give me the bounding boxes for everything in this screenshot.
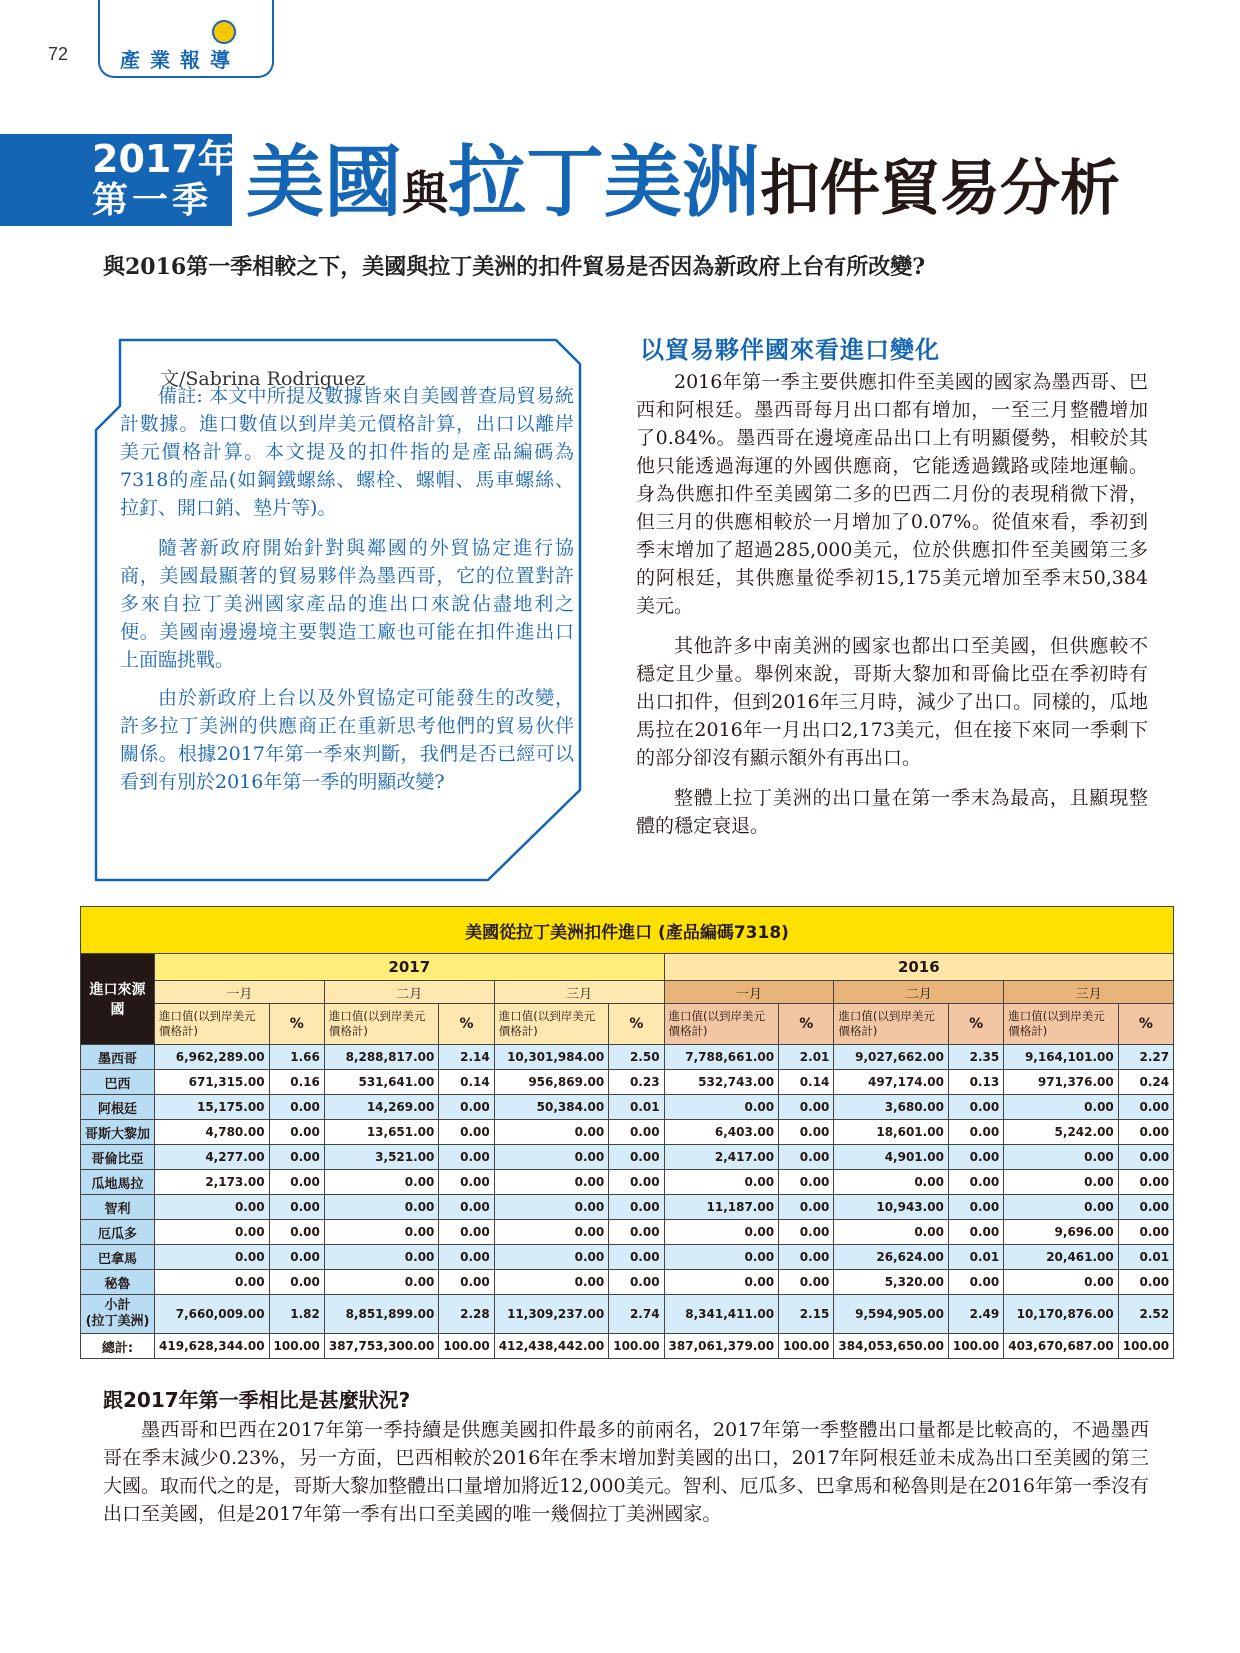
month-header: 二月 bbox=[324, 981, 494, 1004]
section-heading: 以貿易夥伴國來看進口變化 bbox=[640, 336, 940, 364]
value-cell: 50,384.00 bbox=[494, 1095, 609, 1120]
year-2017-header: 2017 bbox=[155, 954, 665, 981]
country-cell: 阿根廷 bbox=[81, 1095, 155, 1120]
country-cell: 巴拿馬 bbox=[81, 1245, 155, 1270]
table-title: 美國從拉丁美洲扣件進口 (產品編碼7318) bbox=[81, 907, 1174, 954]
table-row bbox=[81, 1170, 1174, 1195]
intro-paragraph-2: 由於新政府上台以及外貿協定可能發生的改變，許多拉丁美洲的供應商正在重新思考他們的貿易伙伴關係。根據2017年第一季來判斷，我們是否已經可以看到有別於2016年第一季的明顯改變? bbox=[120, 687, 574, 793]
country-cell: 哥倫比亞 bbox=[81, 1145, 155, 1170]
subtotal-label: 小計 bbox=[104, 1298, 131, 1313]
percent-cell: 0.00 bbox=[948, 1120, 1003, 1145]
title-part-usa: 美國 bbox=[246, 138, 403, 228]
value-cell: 6,403.00 bbox=[664, 1120, 779, 1145]
value-cell: 0.00 bbox=[324, 1220, 439, 1245]
percent-cell: 0.00 bbox=[439, 1120, 494, 1145]
percent-cell: 0.14 bbox=[779, 1070, 834, 1095]
value-cell: 9,696.00 bbox=[1004, 1220, 1119, 1245]
value-cell: 0.00 bbox=[1004, 1270, 1119, 1295]
table-row bbox=[81, 1120, 1174, 1145]
title-part-topic: 扣件貿易分析 bbox=[760, 154, 1121, 224]
percent-cell: 2.52 bbox=[1118, 1295, 1173, 1334]
percent-cell: 0.00 bbox=[1118, 1195, 1173, 1220]
value-cell: 3,521.00 bbox=[324, 1145, 439, 1170]
percent-cell: 0.00 bbox=[439, 1170, 494, 1195]
value-column-header: 進口值(以到岸美元價格計) bbox=[664, 1004, 779, 1045]
country-cell: 哥斯大黎加 bbox=[81, 1120, 155, 1145]
country-cell: 瓜地馬拉 bbox=[81, 1170, 155, 1195]
percent-column-header: % bbox=[609, 1004, 664, 1045]
country-cell: 秘魯 bbox=[81, 1270, 155, 1295]
percent-column-header: % bbox=[269, 1004, 324, 1045]
percent-cell: 0.14 bbox=[439, 1070, 494, 1095]
value-cell: 671,315.00 bbox=[155, 1070, 270, 1095]
title-part-latam: 拉丁美洲 bbox=[448, 138, 761, 228]
country-cell bbox=[81, 1295, 155, 1334]
body-paragraph-3: 整體上拉丁美洲的出口量在第一季末為最高，且顯現整體的穩定衰退。 bbox=[636, 787, 1148, 837]
import-table bbox=[80, 906, 1174, 1359]
intro-paragraph-1: 隨著新政府開始針對與鄰國的外貿協定進行協商，美國最顯著的貿易夥伴為墨西哥，它的位置對許多來自拉丁美洲國家產品的進出口來說佔盡地利之便。美國南邊邊境主要製造工廠也可能在扣件進出口上面臨挑戰。 bbox=[120, 537, 574, 671]
percent-cell: 0.00 bbox=[439, 1145, 494, 1170]
subtitle: 與2016第一季相較之下，美國與拉丁美洲的扣件貿易是否因為新政府上台有所改變? bbox=[103, 254, 926, 280]
percent-cell: 0.00 bbox=[1118, 1145, 1173, 1170]
table-row bbox=[81, 1295, 1174, 1334]
value-cell: 0.00 bbox=[664, 1270, 779, 1295]
percent-cell: 0.00 bbox=[269, 1120, 324, 1145]
percent-cell: 100.00 bbox=[609, 1334, 664, 1359]
value-cell: 5,242.00 bbox=[1004, 1120, 1119, 1145]
value-cell: 0.00 bbox=[834, 1220, 949, 1245]
value-cell: 0.00 bbox=[1004, 1195, 1119, 1220]
value-cell: 26,624.00 bbox=[834, 1245, 949, 1270]
value-cell: 14,269.00 bbox=[324, 1095, 439, 1120]
value-cell: 0.00 bbox=[324, 1195, 439, 1220]
percent-cell: 0.00 bbox=[948, 1145, 1003, 1170]
percent-cell: 100.00 bbox=[439, 1334, 494, 1359]
percent-cell: 2.15 bbox=[779, 1295, 834, 1334]
value-cell: 497,174.00 bbox=[834, 1070, 949, 1095]
month-header: 二月 bbox=[834, 981, 1004, 1004]
percent-cell: 0.00 bbox=[439, 1270, 494, 1295]
percent-cell: 0.01 bbox=[1118, 1245, 1173, 1270]
value-cell: 419,628,344.00 bbox=[155, 1334, 270, 1359]
percent-cell: 100.00 bbox=[1118, 1334, 1173, 1359]
value-cell: 2,173.00 bbox=[155, 1170, 270, 1195]
value-cell: 403,670,687.00 bbox=[1004, 1334, 1119, 1359]
percent-cell: 0.00 bbox=[609, 1270, 664, 1295]
table-row bbox=[81, 1334, 1174, 1359]
percent-cell: 2.14 bbox=[439, 1045, 494, 1070]
value-cell: 8,288,817.00 bbox=[324, 1045, 439, 1070]
table-row bbox=[81, 1145, 1174, 1170]
body-paragraph-1: 2016年第一季主要供應扣件至美國的國家為墨西哥、巴西和阿根廷。墨西哥每月出口都有增加，一至三月整體增加了0.84%。墨西哥在邊境產品出口上有明顯優勢，相較於其他只能透過海運的外國供應商，它能透過鐵路或陸地運輸。身為供應扣件至美國第二多的巴西二月份的表現稍微下滑，但三月的供應相較於一月增加了0.07%。從值來看，季初到季末增加了超過285,000美元，位於供應扣件至美國第三多的阿根廷，其供應量從季初15,175美元增加至季末50,384美元。 bbox=[636, 371, 1148, 617]
value-cell: 0.00 bbox=[155, 1245, 270, 1270]
percent-cell: 0.00 bbox=[948, 1195, 1003, 1220]
value-cell: 0.00 bbox=[324, 1245, 439, 1270]
percent-cell: 2.01 bbox=[779, 1045, 834, 1070]
value-cell: 2,417.00 bbox=[664, 1145, 779, 1170]
value-cell: 9,027,662.00 bbox=[834, 1045, 949, 1070]
percent-cell: 0.00 bbox=[609, 1220, 664, 1245]
value-cell: 0.00 bbox=[494, 1120, 609, 1145]
percent-column-header: % bbox=[779, 1004, 834, 1045]
value-cell: 6,962,289.00 bbox=[155, 1045, 270, 1070]
value-cell: 0.00 bbox=[494, 1270, 609, 1295]
value-cell: 5,320.00 bbox=[834, 1270, 949, 1295]
percent-cell: 0.00 bbox=[779, 1245, 834, 1270]
percent-cell: 0.00 bbox=[609, 1170, 664, 1195]
percent-cell: 0.00 bbox=[779, 1195, 834, 1220]
data-note: 備註: 本文中所提及數據皆來自美國普查局貿易統計數據。進口數值以到岸美元價格計算，出口以離岸美元價格計算。本文提及的扣件指的是產品編碼為7318的產品(如鋼鐵螺絲、螺栓、螺帽、馬車螺絲、拉釘、開口銷、墊片等)。 bbox=[120, 385, 574, 519]
value-cell: 10,943.00 bbox=[834, 1195, 949, 1220]
percent-cell: 0.00 bbox=[439, 1245, 494, 1270]
percent-cell: 0.00 bbox=[779, 1220, 834, 1245]
source-country-header: 進口來源國 bbox=[81, 954, 155, 1045]
value-cell: 387,061,379.00 bbox=[664, 1334, 779, 1359]
percent-cell: 2.28 bbox=[439, 1295, 494, 1334]
value-cell: 956,869.00 bbox=[494, 1070, 609, 1095]
table-row bbox=[81, 1070, 1174, 1095]
percent-cell: 2.35 bbox=[948, 1045, 1003, 1070]
percent-column-header: % bbox=[948, 1004, 1003, 1045]
value-cell: 971,376.00 bbox=[1004, 1070, 1119, 1095]
value-cell: 18,601.00 bbox=[834, 1120, 949, 1145]
percent-cell: 1.82 bbox=[269, 1295, 324, 1334]
title-season: 第一季 bbox=[92, 180, 213, 221]
value-cell: 0.00 bbox=[1004, 1170, 1119, 1195]
title-part-and: 與 bbox=[402, 166, 449, 220]
value-cell: 387,753,300.00 bbox=[324, 1334, 439, 1359]
value-cell: 0.00 bbox=[494, 1170, 609, 1195]
value-cell: 0.00 bbox=[155, 1220, 270, 1245]
percent-cell: 0.00 bbox=[269, 1195, 324, 1220]
percent-cell: 0.00 bbox=[779, 1145, 834, 1170]
value-cell: 0.00 bbox=[1004, 1145, 1119, 1170]
value-cell: 0.00 bbox=[494, 1145, 609, 1170]
value-column-header: 進口值(以到岸美元價格計) bbox=[494, 1004, 609, 1045]
author-line: 文/Sabrina Rodriguez bbox=[160, 368, 366, 390]
percent-cell: 0.00 bbox=[609, 1120, 664, 1145]
percent-cell: 100.00 bbox=[779, 1334, 834, 1359]
month-header: 一月 bbox=[664, 981, 834, 1004]
page-title bbox=[246, 138, 1120, 249]
bolt-icon bbox=[212, 20, 236, 44]
value-cell: 8,341,411.00 bbox=[664, 1295, 779, 1334]
percent-cell: 2.50 bbox=[609, 1045, 664, 1070]
value-cell: 20,461.00 bbox=[1004, 1245, 1119, 1270]
percent-cell: 0.00 bbox=[779, 1120, 834, 1145]
value-cell: 11,187.00 bbox=[664, 1195, 779, 1220]
percent-cell: 0.00 bbox=[439, 1220, 494, 1245]
year-2016-header: 2016 bbox=[664, 954, 1174, 981]
percent-cell: 0.01 bbox=[948, 1245, 1003, 1270]
subtotal-sublabel: (拉丁美洲) bbox=[85, 1314, 150, 1329]
percent-cell: 2.49 bbox=[948, 1295, 1003, 1334]
percent-cell: 2.74 bbox=[609, 1295, 664, 1334]
value-cell: 4,901.00 bbox=[834, 1145, 949, 1170]
value-cell: 9,164,101.00 bbox=[1004, 1045, 1119, 1070]
value-cell: 0.00 bbox=[664, 1245, 779, 1270]
value-cell: 13,651.00 bbox=[324, 1120, 439, 1145]
country-cell: 智利 bbox=[81, 1195, 155, 1220]
value-cell: 9,594,905.00 bbox=[834, 1295, 949, 1334]
value-cell: 0.00 bbox=[494, 1245, 609, 1270]
value-cell: 10,170,876.00 bbox=[1004, 1295, 1119, 1334]
value-cell: 0.00 bbox=[664, 1095, 779, 1120]
percent-cell: 0.16 bbox=[269, 1070, 324, 1095]
percent-cell: 0.00 bbox=[609, 1245, 664, 1270]
table-row bbox=[81, 1220, 1174, 1245]
value-column-header: 進口值(以到岸美元價格計) bbox=[324, 1004, 439, 1045]
percent-cell: 0.00 bbox=[948, 1220, 1003, 1245]
percent-cell: 0.00 bbox=[439, 1095, 494, 1120]
value-cell: 412,438,442.00 bbox=[494, 1334, 609, 1359]
percent-cell: 0.00 bbox=[609, 1145, 664, 1170]
percent-cell: 0.00 bbox=[1118, 1170, 1173, 1195]
percent-cell: 0.24 bbox=[1118, 1070, 1173, 1095]
percent-cell: 0.23 bbox=[609, 1070, 664, 1095]
value-cell: 531,641.00 bbox=[324, 1070, 439, 1095]
percent-cell: 0.00 bbox=[779, 1270, 834, 1295]
value-cell: 8,851,899.00 bbox=[324, 1295, 439, 1334]
percent-cell: 0.01 bbox=[609, 1095, 664, 1120]
value-cell: 7,788,661.00 bbox=[664, 1045, 779, 1070]
body-paragraph-2: 其他許多中南美洲的國家也都出口至美國，但供應較不穩定且少量。舉例來說，哥斯大黎加和哥倫比亞在季初時有出口扣件，但到2016年三月時，減少了出口。同樣的，瓜地馬拉在2016年一月出口2,173美元，但在接下來同一季剩下的部分卻沒有顯示額外有再出口。 bbox=[636, 635, 1148, 769]
import-table-container bbox=[80, 906, 1170, 1359]
title-year: 2017年 bbox=[92, 137, 236, 181]
percent-cell: 0.00 bbox=[1118, 1095, 1173, 1120]
value-cell: 7,660,009.00 bbox=[155, 1295, 270, 1334]
country-cell: 厄瓜多 bbox=[81, 1220, 155, 1245]
percent-column-header: % bbox=[1118, 1004, 1173, 1045]
percent-cell: 0.00 bbox=[948, 1170, 1003, 1195]
value-cell: 3,680.00 bbox=[834, 1095, 949, 1120]
percent-cell: 0.00 bbox=[269, 1220, 324, 1245]
value-cell: 0.00 bbox=[155, 1270, 270, 1295]
value-cell: 4,780.00 bbox=[155, 1120, 270, 1145]
country-cell: 墨西哥 bbox=[81, 1045, 155, 1070]
percent-cell: 100.00 bbox=[948, 1334, 1003, 1359]
value-cell: 0.00 bbox=[664, 1220, 779, 1245]
month-header: 三月 bbox=[1004, 981, 1174, 1004]
page-number: 72 bbox=[48, 44, 69, 64]
percent-cell: 0.00 bbox=[779, 1170, 834, 1195]
section-label: 產業報導 bbox=[120, 48, 240, 72]
value-cell: 0.00 bbox=[324, 1270, 439, 1295]
value-cell: 384,053,650.00 bbox=[834, 1334, 949, 1359]
value-cell: 532,743.00 bbox=[664, 1070, 779, 1095]
month-header: 一月 bbox=[155, 981, 325, 1004]
table-row bbox=[81, 1045, 1174, 1070]
percent-cell: 0.00 bbox=[1118, 1220, 1173, 1245]
table-row bbox=[81, 1245, 1174, 1270]
percent-cell: 0.00 bbox=[1118, 1270, 1173, 1295]
value-cell: 15,175.00 bbox=[155, 1095, 270, 1120]
percent-column-header: % bbox=[439, 1004, 494, 1045]
value-cell: 0.00 bbox=[155, 1195, 270, 1220]
percent-cell: 0.00 bbox=[269, 1145, 324, 1170]
percent-cell: 1.66 bbox=[269, 1045, 324, 1070]
value-cell: 4,277.00 bbox=[155, 1145, 270, 1170]
percent-cell: 100.00 bbox=[269, 1334, 324, 1359]
value-column-header: 進口值(以到岸美元價格計) bbox=[1004, 1004, 1119, 1045]
percent-cell: 0.00 bbox=[948, 1095, 1003, 1120]
value-cell: 0.00 bbox=[664, 1170, 779, 1195]
percent-cell: 0.00 bbox=[948, 1270, 1003, 1295]
country-cell: 巴西 bbox=[81, 1070, 155, 1095]
value-cell: 10,301,984.00 bbox=[494, 1045, 609, 1070]
percent-cell: 0.00 bbox=[269, 1270, 324, 1295]
percent-cell: 0.00 bbox=[1118, 1120, 1173, 1145]
percent-cell: 0.00 bbox=[269, 1095, 324, 1120]
percent-cell: 0.13 bbox=[948, 1070, 1003, 1095]
table-row bbox=[81, 1195, 1174, 1220]
percent-cell: 0.00 bbox=[269, 1170, 324, 1195]
value-cell: 0.00 bbox=[494, 1220, 609, 1245]
month-header: 三月 bbox=[494, 981, 664, 1004]
percent-cell: 0.00 bbox=[269, 1245, 324, 1270]
comparison-heading: 跟2017年第一季相比是甚麼狀況? bbox=[103, 1388, 411, 1412]
value-column-header: 進口值(以到岸美元價格計) bbox=[834, 1004, 949, 1045]
value-cell: 0.00 bbox=[324, 1170, 439, 1195]
section-tab bbox=[98, 0, 274, 78]
country-cell: 總計: bbox=[81, 1334, 155, 1359]
percent-cell: 0.00 bbox=[779, 1095, 834, 1120]
value-cell: 11,309,237.00 bbox=[494, 1295, 609, 1334]
percent-cell: 0.00 bbox=[439, 1195, 494, 1220]
percent-cell: 0.00 bbox=[609, 1195, 664, 1220]
value-column-header: 進口值(以到岸美元價格計) bbox=[155, 1004, 270, 1045]
percent-cell: 2.27 bbox=[1118, 1045, 1173, 1070]
comparison-paragraph: 墨西哥和巴西在2017年第一季持續是供應美國扣件最多的前兩名，2017年第一季整體出口量都是比較高的，不過墨西哥在季末減少0.23%，另一方面，巴西相較於2016年在季末增加對美國的出口，2017年阿根廷並未成為出口至美國的第三大國。取而代之的是，哥斯大黎加整體出口量增加將近12,000美元。智利、厄瓜多、巴拿馬和秘魯則是在2016年第一季沒有出口至美國，但是2017年第一季有出口至美國的唯一幾個拉丁美洲國家。 bbox=[103, 1419, 1149, 1525]
value-cell: 0.00 bbox=[494, 1195, 609, 1220]
table-row bbox=[81, 1270, 1174, 1295]
table-row bbox=[81, 1095, 1174, 1120]
value-cell: 0.00 bbox=[834, 1170, 949, 1195]
value-cell: 0.00 bbox=[1004, 1095, 1119, 1120]
